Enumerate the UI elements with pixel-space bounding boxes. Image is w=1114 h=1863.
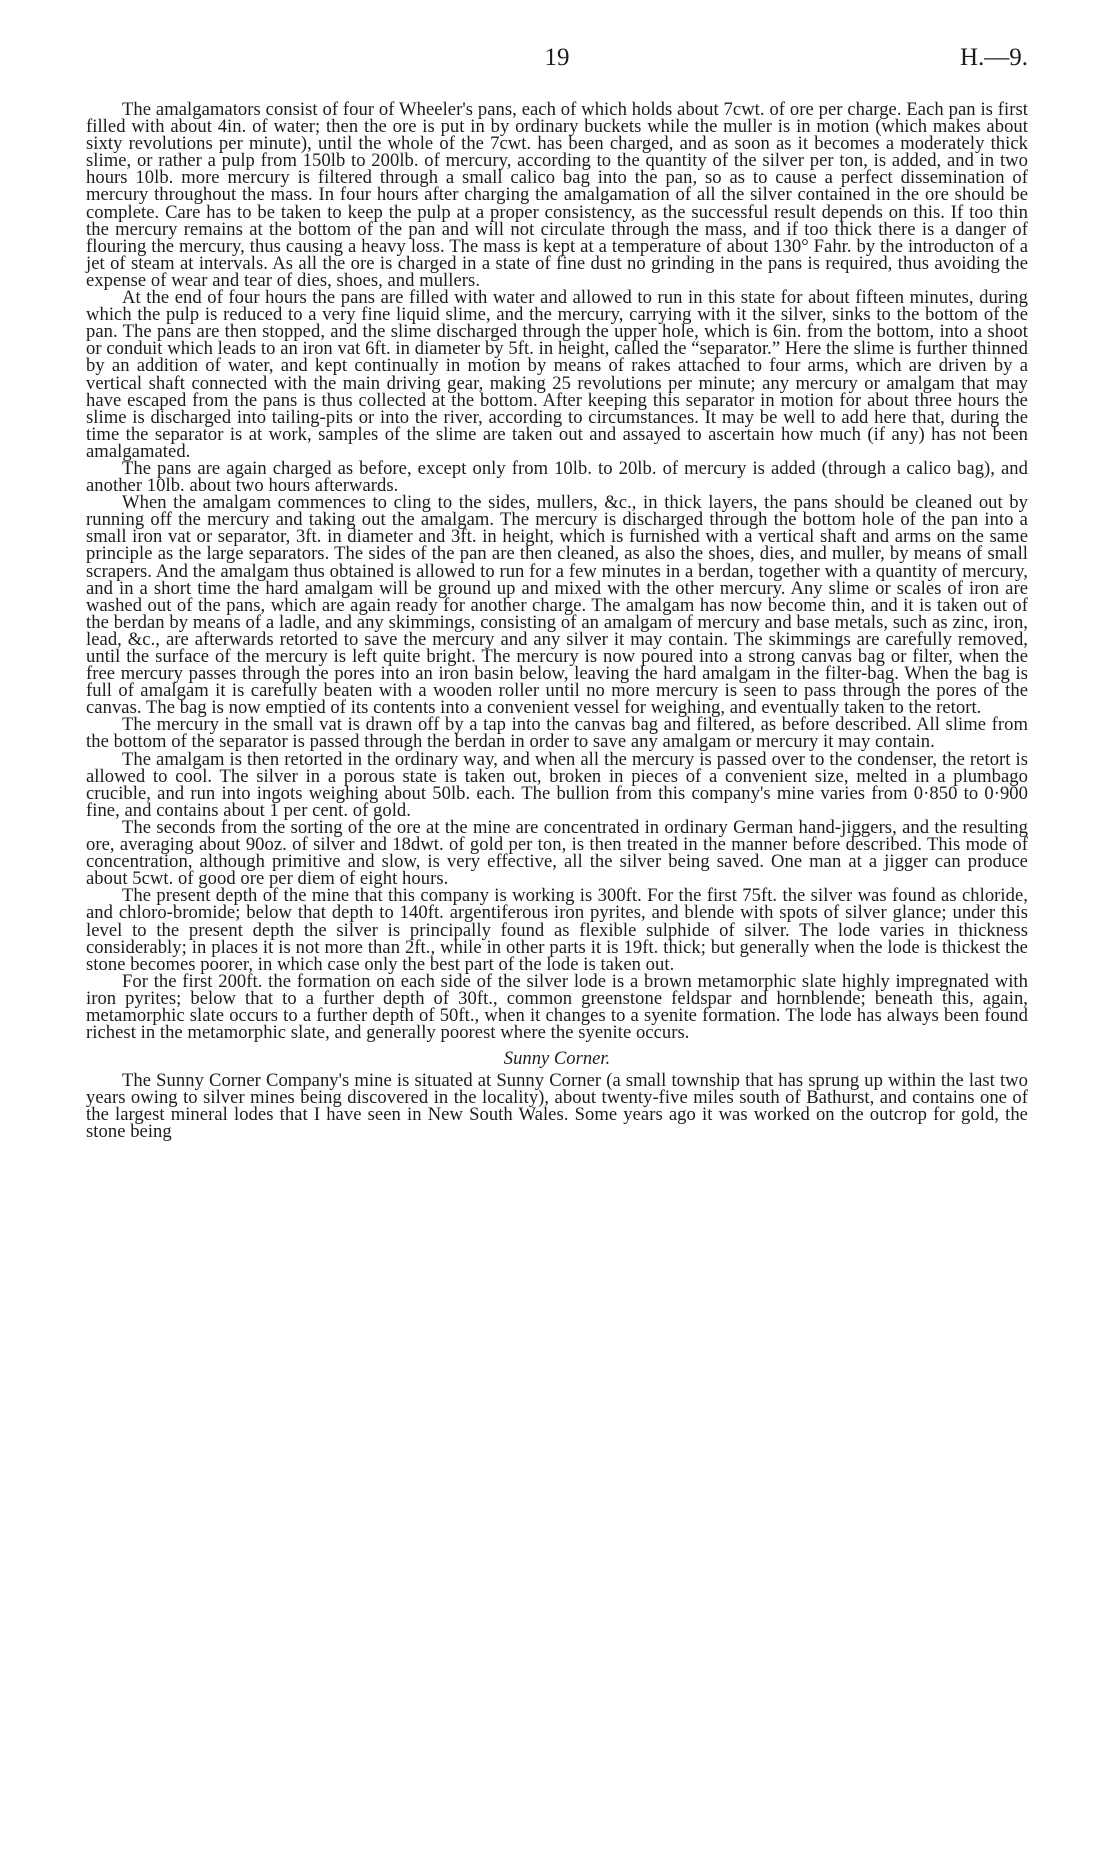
- paragraph-retorting: The amalgam is then retorted in the ordinary way, and when all the mercury is passed over to the condenser, the retort is allowed to cool. The silver in a porous state is taken out, broken in pieces of a convenient size, melted in a plumbago crucible, and run into ingots weighing about 50lb. each. The bullion from this company's mine varies from 0·850 to 0·900 fine, and contains about 1 per cent. of gold.: [86, 748, 1028, 821]
- paragraph-mine-depth: The present depth of the mine that this company is working is 300ft. For the first 75ft. the silver was found as chloride, and chloro-bromide; below that depth to 140ft. argentiferous iron pyrites, and blende with spots of silver glance; under this level to the present depth the silver is principally found as flexible sulphide of silver. The lode varies in thickness considerably; in places it is not more than 2ft., while in other parts it is 19ft. thick; but generally when the lode is thickest the stone becomes poorer, in which case only the best part of the lode is taken out.: [86, 885, 1028, 975]
- paragraph-separator: At the end of four hours the pans are filled with water and allowed to run in this state for about fifteen minutes, during which the pulp is reduced to a very fine liquid slime, and the mercury, carrying with it the silver, sinks to the bottom of the pan. The pans are then stopped, and the slime discharged through the upper hole, which is 6in. from the bottom, into a shoot or conduit which leads to an iron vat 6ft. in diameter by 5ft. in height, called the “separator.” Here the slime is further thinned by an addition of water, and kept continually in motion by means of rakes attached to four arms, which are driven by a vertical shaft connected with the main driving gear, making 25 revolutions per minute; any mercury or amalgam that may have escaped from the pans is thus collected at the bottom. After keeping this separator in motion for about three hours the slime is discharged into tailing-pits or into the river, according to circumstances. It may be well to add here that, during the time the separator is at work, samples of the slime are taken out and assayed to ascertain how much (if any) has not been amalgamated.: [86, 287, 1028, 462]
- paragraph-formation: For the first 200ft. the formation on each side of the silver lode is a brown metamorphic slate highly impregnated with iron pyrites; below that to a further depth of 30ft., common greenstone feldspar and hornblende; beneath this, again, metamorphic slate occurs to a further depth of 50ft., when it changes to a syenite formation. The lode has always been found richest in the metamorphic slate, and generally poorest where the syenite occurs.: [86, 970, 1028, 1044]
- paragraph-recharge: The pans are again charged as before, except only from 10lb. to 20lb. of mercury is added (through a calico bag), and another 10lb. about two hours afterwards.: [86, 457, 1028, 497]
- paragraph-sunny-corner: The Sunny Corner Company's mine is situated at Sunny Corner (a small township that has sprung up within the last two years owing to silver mines being discovered in the locality), about twenty-five miles south of Bathurst, and contains one of the largest mineral lodes that I have seen in New South Wales. Some years ago it was worked on the outcrop for gold, the stone being: [86, 1070, 1028, 1143]
- paragraph-cleaning: When the amalgam commences to cling to the sides, mullers, &c., in thick layers, the pans should be cleaned out by running off the mercury and taking out the amalgam. The mercury is discharged through the bottom hole of the pan into a small iron vat or separator, 3ft. in diameter and 3ft. in height, which is furnished with a vertical shaft and arms on the same principle as the large separators. The sides of the pan are then cleaned, as also the shoes, dies, and muller, by means of small scrapers. And the amalgam thus obtained is allowed to run for a few minutes in a berdan, together with a quantity of mercury, and in a short time the hard amalgam will be ground up and mixed with the other mercury. Any slime or scales of iron are washed out of the pans, which are again ready for another charge. The amalgam has now become thin, and it is taken out of the berdan by means of a ladle, and any skimmings, consisting of an amalgam of mercury and base metals, such as zinc, iron, lead, &c., are afterwards retorted to save the mercury and any silver it may contain. The skimmings are carefully removed, until the surface of the mercury is left quite bright. The mercury is now poured into a strong canvas bag or filter, when the free mercury passes through the pores into an iron basin below, leaving the hard amalgam in the filter-bag. When the bag is full of amalgam it is carefully beaten with a wooden roller until no more mercury is seen to pass through the pores of the canvas. The bag is now emptied of its contents into a convenient vessel for weighing, and eventually taken to the retort.: [86, 492, 1028, 719]
- page-number: 19: [544, 44, 570, 71]
- document-body: [86, 101, 1028, 1141]
- page-header: [86, 44, 1028, 80]
- paragraph-concentration: The seconds from the sorting of the ore at the mine are concentrated in ordinary German hand-jiggers, and the resulting ore, averaging about 90oz. of silver and 18dwt. of gold per ton, is then treated in the manner before described. This mode of concentration, although primitive and slow, is very effective, all the silver being saved. One man at a jigger can produce about 5cwt. of good ore per diem of eight hours.: [86, 816, 1028, 890]
- document-reference: H.—9.: [959, 44, 1028, 71]
- section-heading: Sunny Corner.: [503, 1048, 611, 1070]
- paragraph-amalgamators: The amalgamators consist of four of Wheeler's pans, each of which holds about 7cwt. of ore per charge. Each pan is first filled with about 4in. of water; then the ore is put in by ordinary buckets while the muller is in motion (which makes about sixty revolutions per minute), until the whole of the 7cwt. has been charged, and as soon as it becomes a moderately thick slime, or rather a pulp from 150lb to 200lb. of mercury, according to the quantity of the silver per ton, is added, and in two hours 10lb. more mercury is filtered through a small calico bag into the pan, so as to cause a perfect dissemination of mercury throughout the mass. In four hours after charging the amalgamation of all the silver contained in the ore should be complete. Care has to be taken to keep the pulp at a proper consistency, as the successful result depends on this. If too thin the mercury remains at the bottom of the pan and will not circulate through the mass, and if too thick there is a danger of flouring the mercury, thus causing a heavy loss. The mass is kept at a temperature of about 130° Fahr. by the introducton of a jet of steam at intervals. As all the ore is charged in a state of fine dust no grinding in the pans is required, thus avoiding the expense of wear and tear of dies, shoes, and mullers.: [86, 99, 1028, 291]
- paragraph-small-vat: The mercury in the small vat is drawn off by a tap into the canvas bag and filtered, as before described. All slime from the bottom of the separator is passed through the berdan in order to save any amalgam or mercury it may contain.: [86, 714, 1028, 753]
